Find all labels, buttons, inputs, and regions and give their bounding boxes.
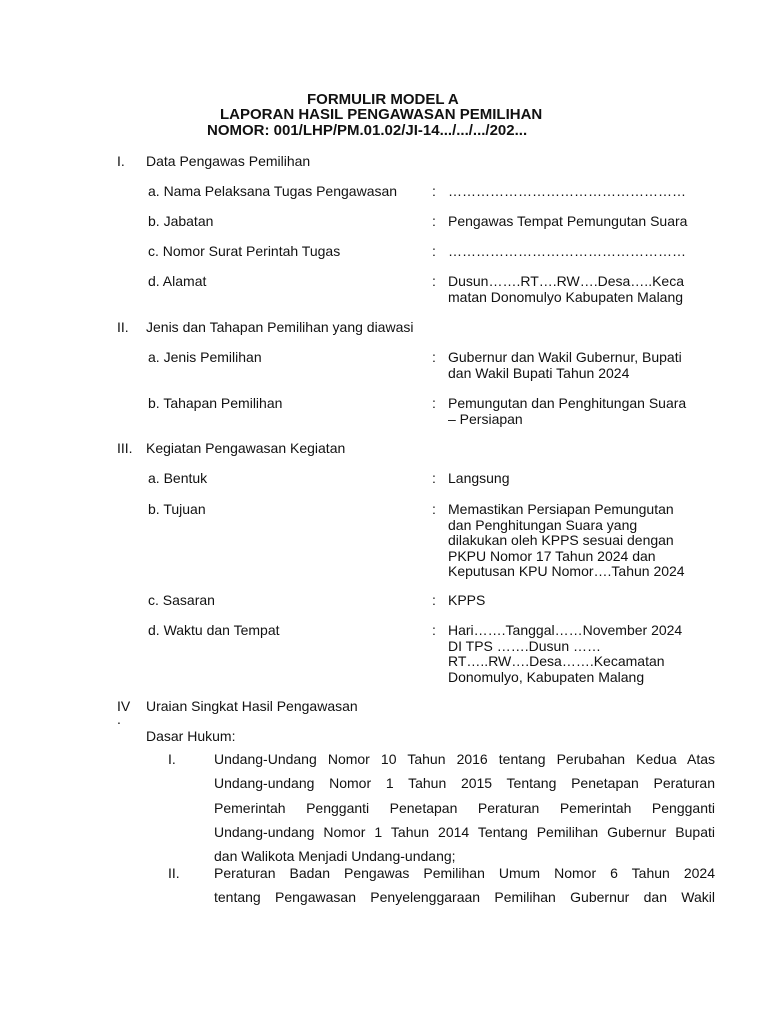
- field-colon: :: [432, 622, 436, 638]
- section-3-number: III.: [117, 440, 133, 456]
- legal-line: Peraturan Badan Pengawas Pemilihan Umum Nomor 6 Tahun 2024: [214, 865, 715, 881]
- field-value-line: PKPU Nomor 17 Tahun 2024 dan: [448, 547, 656, 564]
- field-value-line: Gubernur dan Wakil Gubernur, Bupati: [448, 349, 682, 365]
- field-label: d. Alamat: [148, 273, 207, 289]
- field-label: b. Tahapan Pemilihan: [148, 395, 283, 411]
- field-colon: :: [432, 183, 436, 199]
- field-colon: :: [432, 243, 436, 259]
- field-value-line: dilakukan oleh KPPS sesuai dengan: [448, 532, 674, 548]
- section-2-number: II.: [117, 319, 129, 335]
- field-value: Pengawas Tempat Pemungutan Suara: [448, 213, 688, 229]
- report-number: NOMOR: 001/LHP/PM.01.02/JI-14.../.../.../202...: [207, 122, 528, 139]
- section-4-number-dot: .: [117, 711, 121, 727]
- section-4-number: IV: [117, 698, 131, 714]
- field-value-line: Pemungutan dan Penghitungan Suara: [448, 395, 687, 411]
- legal-item-number: II.: [168, 865, 180, 881]
- field-value: Langsung: [448, 470, 510, 486]
- section-4-title: Uraian Singkat Hasil Pengawasan: [146, 698, 358, 714]
- field-value: ……………………………………………: [448, 243, 686, 259]
- report-title: LAPORAN HASIL PENGAWASAN PEMILIHAN: [220, 106, 543, 123]
- field-label: d. Waktu dan Tempat: [148, 622, 280, 638]
- legal-line: Undang-undang Nomor 1 Tahun 2015 Tentang Penetapan Peraturan: [214, 775, 715, 792]
- field-value-line: dan Wakil Bupati Tahun 2024: [448, 364, 630, 381]
- field-value-line: dan Penghitungan Suara yang: [448, 516, 638, 533]
- section-2-title: Jenis dan Tahapan Pemilihan yang diawasi: [146, 319, 414, 335]
- field-label: c. Nomor Surat Perintah Tugas: [148, 243, 341, 259]
- legal-line: dan Walikota Menjadi Undang-undang;: [214, 848, 456, 865]
- field-colon: :: [432, 273, 436, 289]
- legal-line: Undang-undang Nomor 1 Tahun 2014 Tentang Pemilihan Gubernur Bupati: [214, 823, 715, 840]
- field-value-line: Dusun…….RT….RW….Desa…..Keca: [448, 273, 684, 289]
- legal-line: tentang Pengawasan Penyelenggaraan Pemilihan Gubernur dan Wakil: [214, 889, 715, 906]
- section-1-title: Data Pengawas Pemilihan: [146, 153, 311, 169]
- field-colon: :: [432, 395, 436, 411]
- field-label: b. Jabatan: [148, 213, 214, 229]
- field-colon: :: [432, 213, 436, 229]
- field-label: b. Tujuan: [148, 501, 206, 517]
- field-value-line: matan Donomulyo Kabupaten Malang: [448, 288, 684, 305]
- form-title: FORMULIR MODEL A: [307, 91, 459, 108]
- legal-item-text: [214, 747, 715, 868]
- field-value-line: Keputusan KPU Nomor….Tahun 2024: [448, 563, 685, 579]
- dasar-hukum-heading: Dasar Hukum:: [146, 728, 236, 744]
- field-label: c. Sasaran: [148, 592, 215, 608]
- field-value-line: Hari…….Tanggal……November 2024: [448, 622, 683, 638]
- field-label: a. Jenis Pemilihan: [148, 349, 262, 365]
- field-colon: :: [432, 349, 436, 365]
- field-value-line: RT…..RW….Desa…….Kecamatan: [448, 653, 665, 669]
- field-value: KPPS: [448, 592, 486, 608]
- legal-item-text: [214, 861, 715, 910]
- field-colon: :: [432, 501, 436, 517]
- field-value-line: Donomulyo, Kabupaten Malang: [448, 668, 645, 685]
- field-value-line: Memastikan Persiapan Pemungutan: [448, 501, 674, 517]
- field-value-line: DI TPS …….Dusun ……: [448, 637, 602, 654]
- field-colon: :: [432, 592, 436, 608]
- legal-line: Pemerintah Pengganti Penetapan Peraturan Pemerintah Pengganti: [214, 799, 715, 816]
- field-label: a. Bentuk: [148, 470, 208, 486]
- field-value-line: – Persiapan: [448, 410, 523, 427]
- legal-line: Undang-Undang Nomor 10 Tahun 2016 tentang Perubahan Kedua Atas: [214, 751, 715, 767]
- section-3-title: Kegiatan Pengawasan Kegiatan: [146, 440, 346, 456]
- field-value: ……………………………………………: [448, 183, 686, 199]
- field-colon: :: [432, 470, 436, 486]
- legal-item-number: I.: [168, 751, 176, 767]
- field-label: a. Nama Pelaksana Tugas Pengawasan: [148, 183, 398, 199]
- section-1-number: I.: [117, 153, 125, 169]
